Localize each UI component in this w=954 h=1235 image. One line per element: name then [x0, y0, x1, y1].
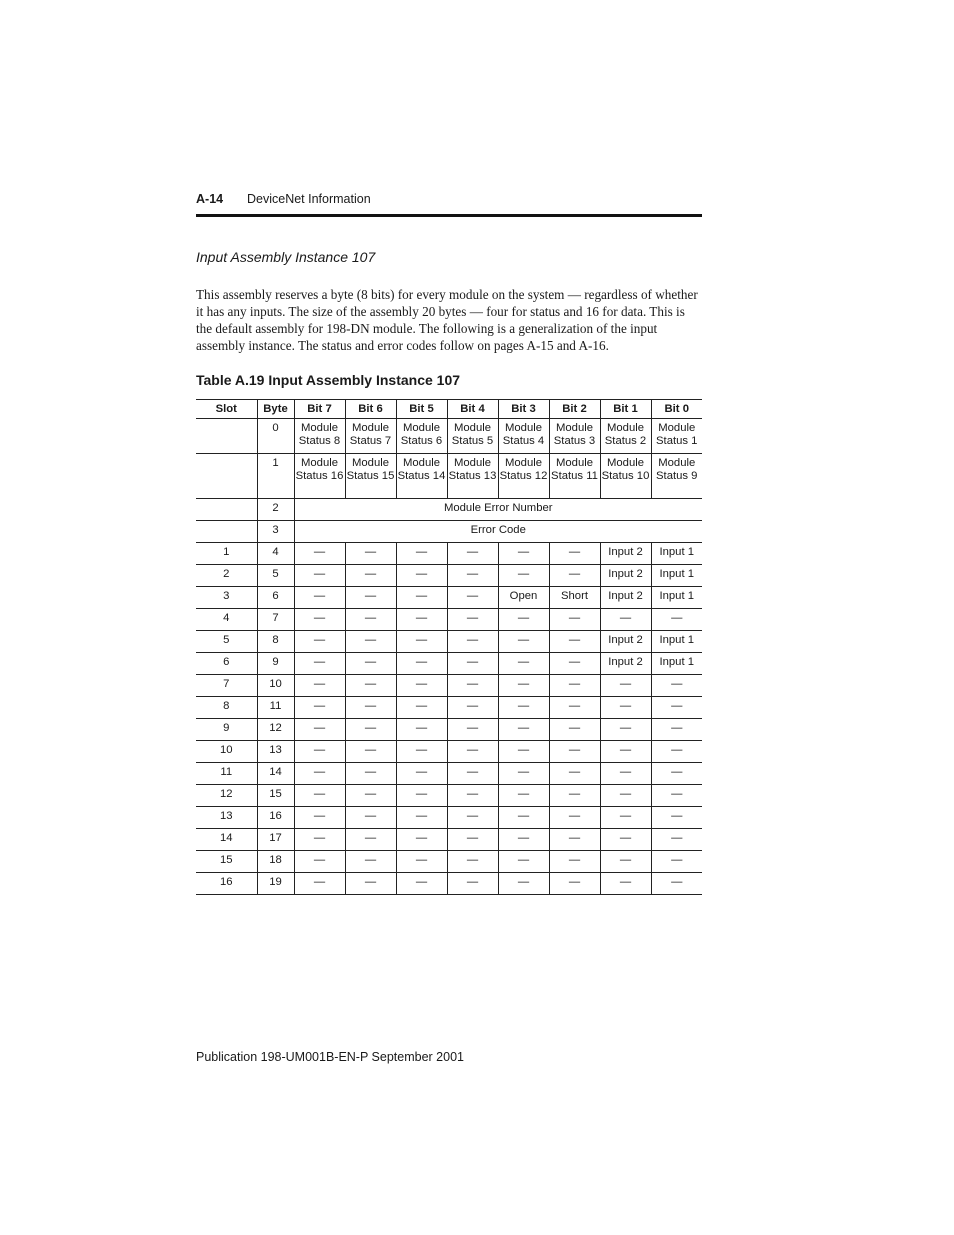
table-row [196, 454, 702, 499]
table-row [196, 807, 702, 829]
bit-cell: — [498, 609, 549, 631]
table-row [196, 565, 702, 587]
column-header: Bit 1 [600, 400, 651, 419]
byte-cell: 5 [257, 565, 294, 587]
table-row [196, 609, 702, 631]
bit-cell: Module Status 14 [396, 454, 447, 499]
bit-cell: — [396, 851, 447, 873]
bit-cell: — [447, 631, 498, 653]
bit-cell: — [345, 851, 396, 873]
bit-cell: — [447, 741, 498, 763]
bit-cell: Input 1 [651, 565, 702, 587]
bit-cell: Module Status 2 [600, 419, 651, 454]
table-caption: Table A.19 Input Assembly Instance 107 [196, 372, 461, 388]
bit-cell: — [549, 609, 600, 631]
bit-cell: — [600, 697, 651, 719]
byte-cell: 12 [257, 719, 294, 741]
byte-cell: 4 [257, 543, 294, 565]
bit-cell: — [600, 675, 651, 697]
bit-cell: — [294, 565, 345, 587]
slot-cell: 10 [196, 741, 257, 763]
byte-cell: 13 [257, 741, 294, 763]
bit-cell: — [294, 543, 345, 565]
bit-cell: — [498, 675, 549, 697]
bit-cell: — [447, 785, 498, 807]
byte-cell: 7 [257, 609, 294, 631]
bit-cell: — [549, 653, 600, 675]
bit-cell: Module Status 13 [447, 454, 498, 499]
bit-cell: — [345, 653, 396, 675]
bit-cell: — [345, 565, 396, 587]
bit-cell: — [345, 631, 396, 653]
bit-cell: — [294, 829, 345, 851]
slot-cell: 4 [196, 609, 257, 631]
byte-cell: 16 [257, 807, 294, 829]
table-row [196, 741, 702, 763]
bit-cell: — [447, 851, 498, 873]
bit-cell: — [498, 873, 549, 895]
bit-cell: — [498, 631, 549, 653]
slot-cell: 15 [196, 851, 257, 873]
bit-cell: — [396, 785, 447, 807]
body-paragraph: This assembly reserves a byte (8 bits) for every module on the system — regardless of whether it has any inputs. The size of the assembly 20 bytes — four for status and 16 for data. This is the default assembly for 198-DN module. The following is a generalization of the input assembly instance. The status and error codes follow on pages A-15 and A-16. [196, 287, 698, 353]
byte-cell: 9 [257, 653, 294, 675]
bit-cell: — [498, 785, 549, 807]
bit-cell: — [549, 719, 600, 741]
bit-cell: — [294, 741, 345, 763]
slot-cell: 7 [196, 675, 257, 697]
bit-cell: Open [498, 587, 549, 609]
bit-cell: — [600, 873, 651, 895]
bit-cell: — [549, 851, 600, 873]
bit-cell: — [345, 609, 396, 631]
slot-cell: 6 [196, 653, 257, 675]
bit-cell: — [549, 807, 600, 829]
bit-cell: — [447, 543, 498, 565]
bit-cell: — [447, 565, 498, 587]
bit-cell: — [345, 719, 396, 741]
bit-cell: Input 2 [600, 631, 651, 653]
column-header: Bit 5 [396, 400, 447, 419]
bit-cell: — [498, 719, 549, 741]
bit-cell: — [651, 741, 702, 763]
slot-cell: 1 [196, 543, 257, 565]
bit-cell: — [396, 675, 447, 697]
bit-cell: Input 2 [600, 653, 651, 675]
page-number: A-14 [196, 192, 224, 206]
table-row [196, 697, 702, 719]
column-header: Bit 6 [345, 400, 396, 419]
bit-cell: — [549, 829, 600, 851]
bit-cell: Input 1 [651, 587, 702, 609]
bit-cell: Module Status 6 [396, 419, 447, 454]
table-row [196, 419, 702, 454]
table-row [196, 763, 702, 785]
table-row [196, 587, 702, 609]
bit-cell: — [294, 851, 345, 873]
bit-cell: — [345, 785, 396, 807]
bit-cell: — [294, 631, 345, 653]
bit-cell: — [549, 763, 600, 785]
bit-cell: — [447, 697, 498, 719]
column-header: Bit 7 [294, 400, 345, 419]
bit-cell: — [549, 631, 600, 653]
bit-cell: Module Status 1 [651, 419, 702, 454]
table-row [196, 719, 702, 741]
column-header: Bit 0 [651, 400, 702, 419]
bit-cell: — [447, 807, 498, 829]
bit-cell: — [345, 587, 396, 609]
input-assembly-table [196, 399, 702, 895]
bit-cell: Input 2 [600, 565, 651, 587]
bit-cell: — [447, 653, 498, 675]
spanned-cell: Module Error Number [294, 499, 702, 521]
bit-cell: — [447, 675, 498, 697]
bit-cell: — [396, 873, 447, 895]
bit-cell: — [396, 565, 447, 587]
slot-cell: 12 [196, 785, 257, 807]
subheading: Input Assembly Instance 107 [196, 249, 376, 265]
bit-cell: Module Status 10 [600, 454, 651, 499]
bit-cell: Module Status 8 [294, 419, 345, 454]
table-row [196, 521, 702, 543]
bit-cell: — [498, 697, 549, 719]
byte-cell: 19 [257, 873, 294, 895]
bit-cell: — [651, 873, 702, 895]
bit-cell: — [600, 829, 651, 851]
bit-cell: Short [549, 587, 600, 609]
bit-cell: — [549, 741, 600, 763]
bit-cell: — [447, 873, 498, 895]
header-rule [196, 214, 702, 217]
bit-cell: — [396, 763, 447, 785]
bit-cell: — [345, 829, 396, 851]
byte-cell: 15 [257, 785, 294, 807]
table-row [196, 653, 702, 675]
bit-cell: — [651, 697, 702, 719]
slot-cell: 13 [196, 807, 257, 829]
bit-cell: — [396, 719, 447, 741]
bit-cell: — [651, 609, 702, 631]
slot-cell: 11 [196, 763, 257, 785]
bit-cell: — [651, 763, 702, 785]
byte-cell: 6 [257, 587, 294, 609]
bit-cell: Module Status 5 [447, 419, 498, 454]
bit-cell: — [396, 829, 447, 851]
table-row [196, 631, 702, 653]
bit-cell: — [549, 873, 600, 895]
bit-cell: — [600, 807, 651, 829]
bit-cell: — [294, 653, 345, 675]
spanned-cell: Error Code [294, 521, 702, 543]
bit-cell: — [498, 741, 549, 763]
table-row [196, 829, 702, 851]
bit-cell: — [294, 785, 345, 807]
bit-cell: — [651, 807, 702, 829]
table-row [196, 543, 702, 565]
table-row [196, 873, 702, 895]
slot-cell: 3 [196, 587, 257, 609]
bit-cell: — [549, 565, 600, 587]
slot-cell [196, 521, 257, 543]
bit-cell: — [294, 587, 345, 609]
bit-cell: Module Status 12 [498, 454, 549, 499]
bit-cell: — [345, 763, 396, 785]
bit-cell: Module Status 11 [549, 454, 600, 499]
bit-cell: — [651, 785, 702, 807]
bit-cell: Input 1 [651, 543, 702, 565]
byte-cell: 14 [257, 763, 294, 785]
bit-cell: Module Status 3 [549, 419, 600, 454]
bit-cell: Module Status 4 [498, 419, 549, 454]
slot-cell: 2 [196, 565, 257, 587]
bit-cell: — [396, 807, 447, 829]
bit-cell: Input 1 [651, 653, 702, 675]
slot-cell: 14 [196, 829, 257, 851]
bit-cell: — [294, 763, 345, 785]
bit-cell: — [600, 763, 651, 785]
bit-cell: — [549, 543, 600, 565]
bit-cell: — [549, 697, 600, 719]
bit-cell: — [600, 851, 651, 873]
byte-cell: 3 [257, 521, 294, 543]
bit-cell: — [345, 741, 396, 763]
slot-cell: 8 [196, 697, 257, 719]
column-header: Slot [196, 400, 257, 419]
bit-cell: — [549, 675, 600, 697]
bit-cell: — [600, 785, 651, 807]
bit-cell: — [345, 697, 396, 719]
column-header: Byte [257, 400, 294, 419]
bit-cell: — [396, 587, 447, 609]
column-header: Bit 2 [549, 400, 600, 419]
bit-cell: — [396, 653, 447, 675]
column-header: Bit 4 [447, 400, 498, 419]
table-row [196, 499, 702, 521]
bit-cell: — [498, 763, 549, 785]
byte-cell: 2 [257, 499, 294, 521]
publication-footer: Publication 198-UM001B-EN-P September 2001 [196, 1050, 464, 1064]
bit-cell: — [600, 719, 651, 741]
bit-cell: — [447, 587, 498, 609]
table-header [196, 400, 702, 419]
byte-cell: 10 [257, 675, 294, 697]
byte-cell: 0 [257, 419, 294, 454]
bit-cell: — [396, 631, 447, 653]
bit-cell: — [345, 807, 396, 829]
byte-cell: 8 [257, 631, 294, 653]
bit-cell: — [498, 543, 549, 565]
section-title: DeviceNet Information [247, 192, 371, 206]
bit-cell: Input 2 [600, 543, 651, 565]
bit-cell: — [600, 741, 651, 763]
byte-cell: 17 [257, 829, 294, 851]
bit-cell: Module Status 15 [345, 454, 396, 499]
table-row [196, 851, 702, 873]
bit-cell: — [396, 543, 447, 565]
slot-cell [196, 454, 257, 499]
bit-cell: — [294, 719, 345, 741]
bit-cell: — [447, 763, 498, 785]
bit-cell: Module Status 9 [651, 454, 702, 499]
bit-cell: — [294, 675, 345, 697]
page-header [196, 192, 702, 216]
bit-cell: — [549, 785, 600, 807]
bit-cell: — [651, 719, 702, 741]
bit-cell: Module Status 7 [345, 419, 396, 454]
bit-cell: — [294, 697, 345, 719]
bit-cell: — [498, 653, 549, 675]
bit-cell: — [396, 609, 447, 631]
table-row [196, 675, 702, 697]
bit-cell: — [447, 719, 498, 741]
slot-cell: 16 [196, 873, 257, 895]
byte-cell: 18 [257, 851, 294, 873]
bit-cell: — [651, 675, 702, 697]
slot-cell: 9 [196, 719, 257, 741]
bit-cell: — [498, 807, 549, 829]
byte-cell: 11 [257, 697, 294, 719]
bit-cell: — [396, 741, 447, 763]
bit-cell: — [498, 829, 549, 851]
slot-cell [196, 499, 257, 521]
bit-cell: — [294, 807, 345, 829]
bit-cell: — [651, 851, 702, 873]
bit-cell: Module Status 16 [294, 454, 345, 499]
table-body [196, 419, 702, 895]
bit-cell: — [294, 609, 345, 631]
bit-cell: — [498, 851, 549, 873]
bit-cell: — [447, 829, 498, 851]
bit-cell: — [345, 873, 396, 895]
byte-cell: 1 [257, 454, 294, 499]
bit-cell: — [345, 675, 396, 697]
bit-cell: — [600, 609, 651, 631]
bit-cell: — [447, 609, 498, 631]
bit-cell: Input 2 [600, 587, 651, 609]
bit-cell: — [396, 697, 447, 719]
bit-cell: — [498, 565, 549, 587]
bit-cell: — [651, 829, 702, 851]
column-header: Bit 3 [498, 400, 549, 419]
table-row [196, 785, 702, 807]
slot-cell [196, 419, 257, 454]
slot-cell: 5 [196, 631, 257, 653]
bit-cell: — [294, 873, 345, 895]
bit-cell: Input 1 [651, 631, 702, 653]
bit-cell: — [345, 543, 396, 565]
